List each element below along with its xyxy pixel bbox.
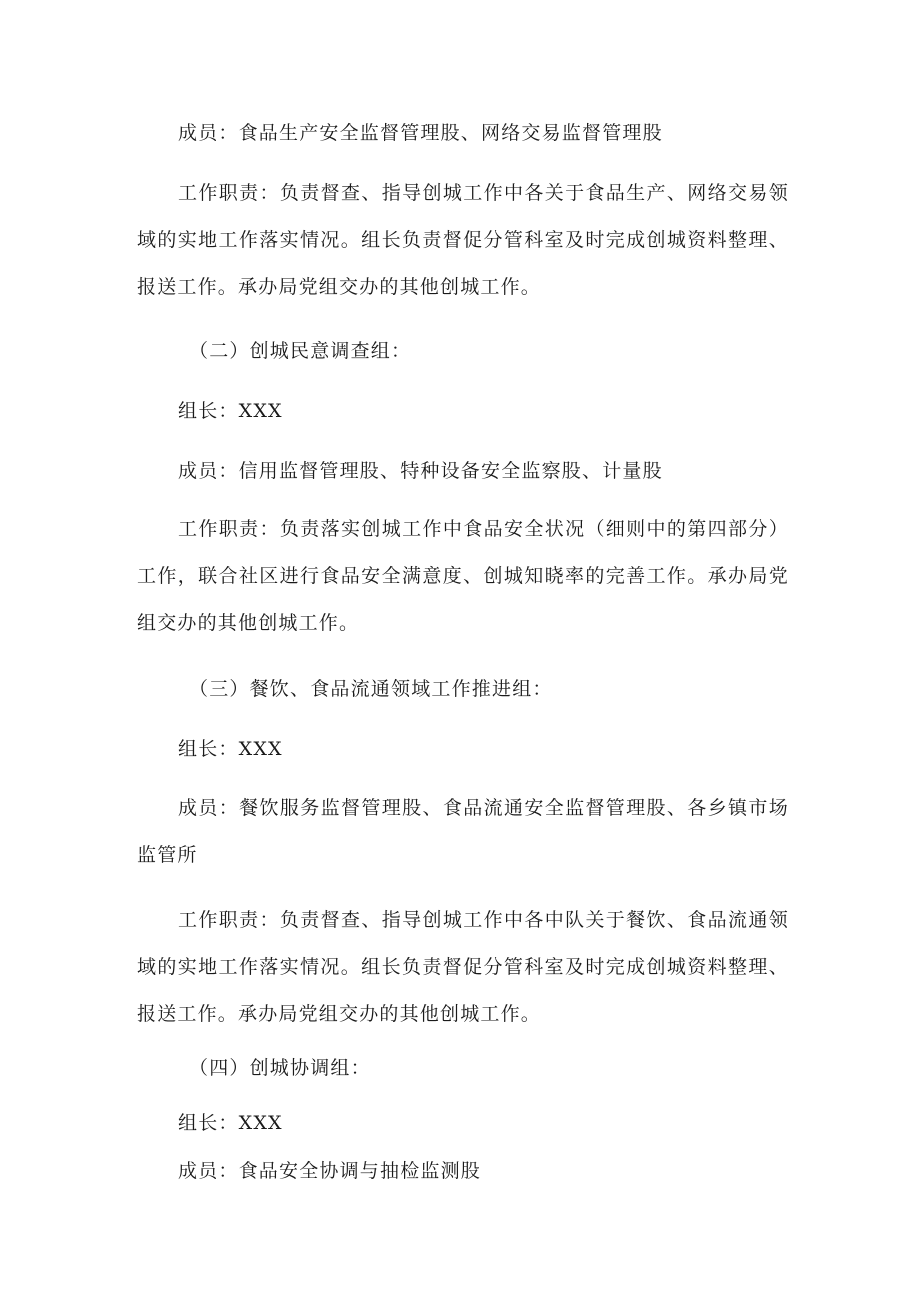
paragraph-duties-2: 工作职责：负责落实创城工作中食品安全状况（细则中的第四部分）工作，联合社区进行食品安全满意度、创城知晓率的完善工作。承办局党组交办的其他创城工作。 — [137, 518, 789, 634]
paragraph-leader-2: 组长：XXX — [178, 400, 283, 422]
paragraph-members-3: 成员：餐饮服务监督管理股、食品流通安全监督管理股、各乡镇市场监管所 — [137, 797, 789, 866]
section-heading-3: （三）餐饮、食品流通领域工作推进组： — [189, 678, 553, 700]
section-heading-2: （二）创城民意调查组： — [189, 340, 412, 362]
paragraph-duties-1: 工作职责：负责督查、指导创城工作中各关于食品生产、网络交易领域的实地工作落实情况。组长负责督促分管科室及时完成创城资料整理、报送工作。承办局党组交办的其他创城工作。 — [137, 182, 789, 298]
paragraph-leader-3: 组长：XXX — [178, 738, 283, 760]
paragraph-members-1: 成员：食品生产安全监督管理股、网络交易监督管理股 — [178, 122, 663, 144]
paragraph-leader-4: 组长：XXX — [178, 1112, 283, 1134]
paragraph-duties-3: 工作职责：负责督查、指导创城工作中各中队关于餐饮、食品流通领域的实地工作落实情况。组长负责督促分管科室及时完成创城资料整理、报送工作。承办局党组交办的其他创城工作。 — [137, 909, 789, 1025]
paragraph-members-4: 成员：食品安全协调与抽检监测股 — [178, 1160, 482, 1182]
paragraph-members-2: 成员：信用监督管理股、特种设备安全监察股、计量股 — [178, 460, 663, 482]
section-heading-4: （四）创城协调组： — [189, 1057, 371, 1079]
